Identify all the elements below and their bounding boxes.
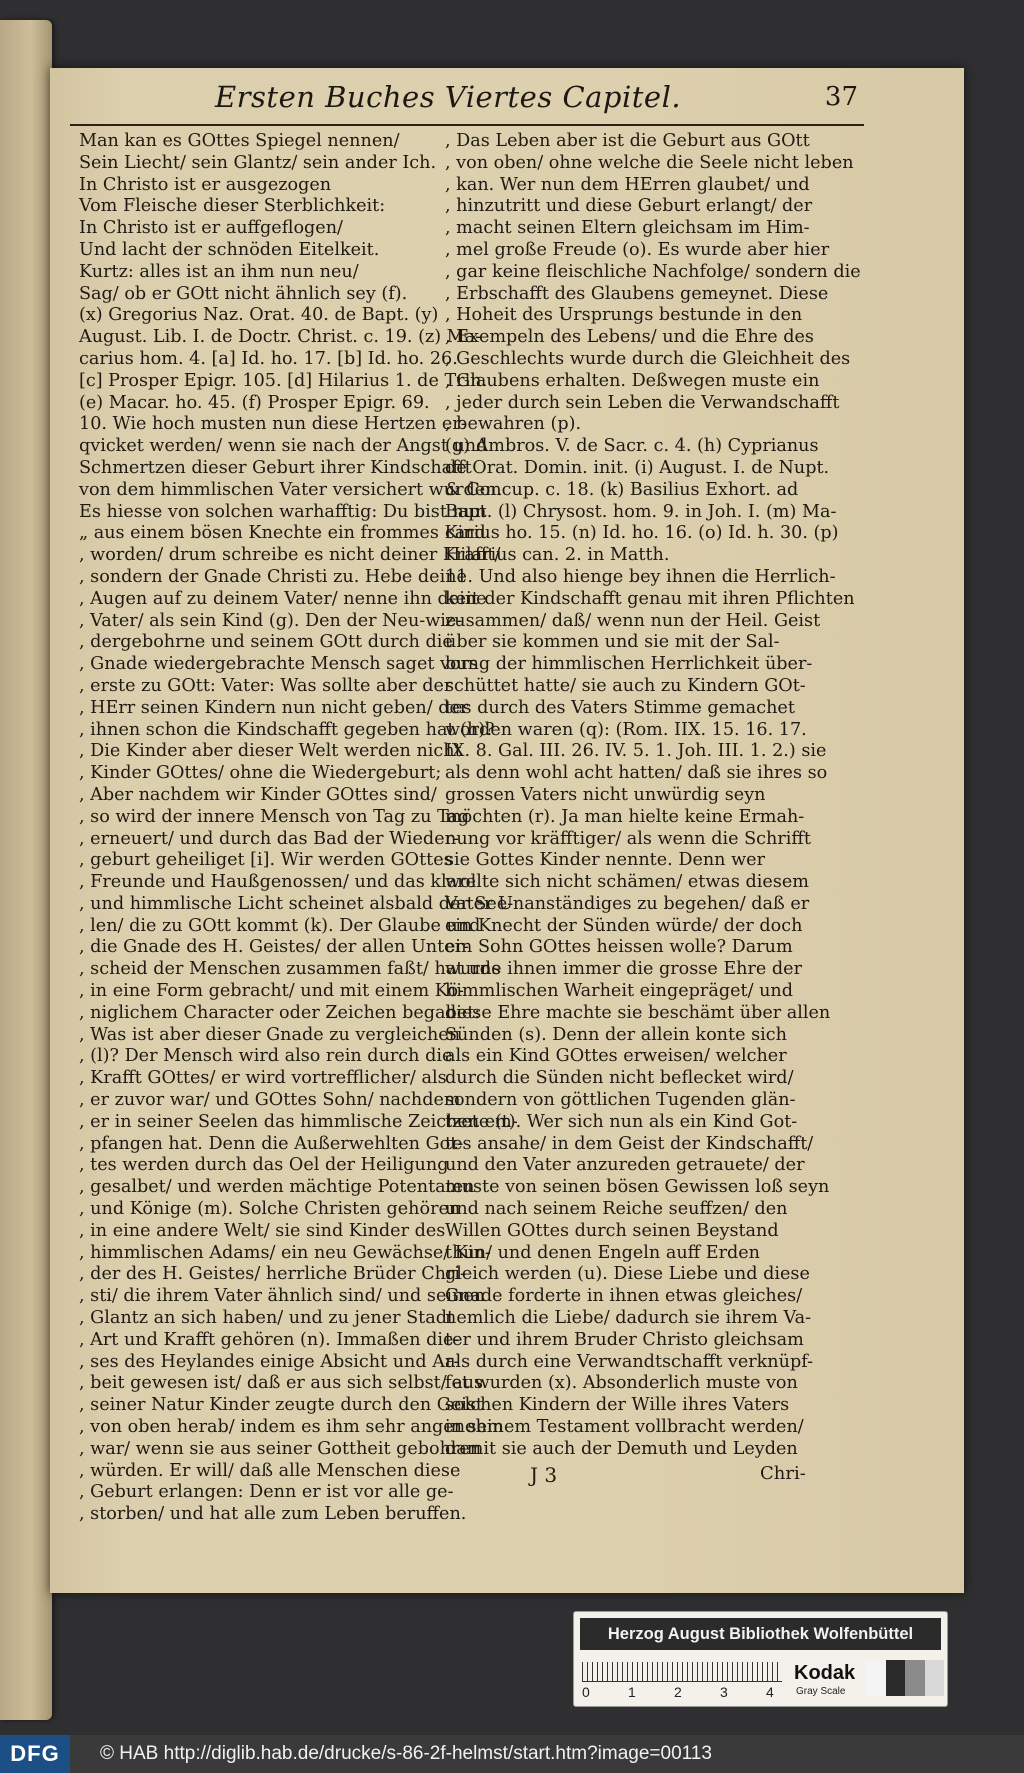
text-line: , Hoheit des Ursprungs bestunde in den — [445, 305, 803, 326]
text-line: gleich werden (u). Diese Liebe und diese — [445, 1264, 810, 1285]
gray-swatch — [866, 1660, 886, 1696]
text-line: zusammen/ daß/ wenn nun der Heil. Geist — [445, 610, 821, 631]
text-line: bung der himmlischen Herrlichkeit über- — [445, 654, 813, 675]
text-line: , Kinder GOttes/ ohne die Wiedergeburt; — [79, 763, 442, 784]
text-line: , len/ die zu GOtt kommt (k). Der Glaube und — [79, 915, 481, 936]
text-line: fet wurden (x). Absonderlich muste von — [445, 1373, 798, 1394]
text-line: , worden/ drum schreibe es nicht deiner Krafft/ — [79, 545, 501, 566]
page-number: 37 — [824, 82, 858, 112]
ruler-tick-label: 2 — [674, 1684, 682, 1700]
text-line: , er zuvor war/ und GOttes Sohn/ nachdem — [79, 1090, 461, 1111]
viewer-footer — [0, 1735, 1024, 1773]
text-line: , jeder durch sein Leben die Verwandschafft — [445, 392, 840, 413]
text-line: , er in seiner Seelen das himmlische Zeichen em- — [79, 1111, 518, 1132]
header-rule — [70, 124, 864, 126]
text-line: , Augen auf zu deinem Vater/ nenne ihn deine — [79, 588, 487, 609]
text-line: , mel große Freude (o). Es wurde aber hier — [445, 239, 830, 260]
text-line: (g) Ambros. V. de Sacr. c. 4. (h) Cyprianus — [445, 436, 819, 457]
text-line: , Art und Krafft gehören (n). Immaßen die- — [79, 1329, 460, 1350]
text-line: ter und ihrem Bruder Christo gleichsam — [445, 1329, 804, 1350]
text-line: wurde ihnen immer die grosse Ehre der — [445, 959, 802, 980]
text-line: wollte sich nicht schämen/ etwas diesem — [445, 872, 809, 893]
text-line: tzete (t). Wer sich nun als ein Kind Got- — [445, 1111, 798, 1132]
text-line: , in eine andere Welt/ sie sind Kinder des — [79, 1220, 446, 1241]
text-line: Gnade forderte in ihnen etwas gleiches/ — [445, 1286, 803, 1307]
text-line: sie Gottes Kinder nennte. Denn wer — [445, 850, 765, 871]
text-line: über sie kommen und sie mit der Sal- — [445, 632, 780, 653]
text-line: 10. Wie hoch musten nun diese Hertzen er- — [79, 414, 467, 435]
text-line: & Concup. c. 18. (k) Basilius Exhort. ad — [445, 479, 799, 500]
dfg-logo: DFG — [0, 1735, 70, 1773]
left-page-edge — [0, 20, 52, 1720]
text-line: Man kan es GOttes Spiegel nennen/ — [79, 131, 400, 151]
text-line: carius ho. 15. (n) Id. ho. 16. (o) Id. h. 30. (p) — [445, 523, 839, 544]
text-line: (e) Macar. ho. 45. (f) Prosper Epigr. 69. — [79, 392, 430, 413]
text-line: , Freunde und Haußgenossen/ und das klare — [79, 872, 476, 893]
text-line: Schmertzen dieser Geburt ihrer Kindschafft — [79, 457, 472, 478]
text-line: worden waren (q): (Rom. IIX. 15. 16. 17. — [445, 719, 807, 740]
text-line: , Das Leben aber ist die Geburt aus GOtt — [445, 131, 810, 151]
page-header — [70, 80, 864, 120]
text-line: tes ansahe/ in dem Geist der Kindschafft/ — [445, 1133, 814, 1154]
text-line: solchen Kindern der Wille ihres Vaters — [445, 1395, 790, 1416]
text-line: „ aus einem bösen Knechte ein frommes Kind — [79, 523, 486, 544]
text-line: , erste zu GOtt: Vater: Was sollte aber der — [79, 675, 453, 696]
text-line: als denn wohl acht hatten/ daß sie ihres so — [445, 763, 828, 784]
text-line: , scheid der Menschen zusammen faßt/ hat uns — [79, 959, 501, 980]
text-line: , der des H. Geistes/ herrliche Brüder Chri- — [79, 1264, 466, 1285]
text-line: , seiner Natur Kinder zeugte durch den Geist — [79, 1395, 483, 1416]
ruler-tick-label: 0 — [582, 1684, 590, 1700]
text-line: , und himmlische Licht scheinet alsbald der See- — [79, 893, 514, 914]
text-line: , sti/ die ihrem Vater ähnlich sind/ und seinen — [79, 1286, 486, 1307]
text-line: möchten (r). Ja man hielte keine Ermah- — [445, 806, 805, 827]
ruler-tick-label: 1 — [628, 1684, 636, 1700]
text-line: , Exempeln des Lebens/ und die Ehre des — [445, 327, 814, 348]
ruler-tick-label: 4 — [766, 1684, 774, 1700]
text-line: , in eine Form gebracht/ und mit einem Kö- — [79, 981, 465, 1002]
text-line: , himmlischen Adams/ ein neu Gewächse/ Kin- — [79, 1242, 491, 1263]
gray-swatch — [886, 1660, 906, 1696]
text-line: , Gnade wiedergebrachte Mensch saget vors — [79, 654, 478, 675]
text-line: Vom Fleische dieser Sterblichkeit: — [79, 196, 386, 217]
text-line: sondern von göttlichen Tugenden glän- — [445, 1090, 796, 1111]
text-line: , war/ wenn sie aus seiner Gottheit gebohren — [79, 1438, 482, 1459]
text-line: und den Vater anzureden getrauete/ der — [445, 1155, 805, 1176]
text-line: , Glaubens erhalten. Deßwegen muste ein — [445, 370, 820, 391]
text-line: Und lacht der schnöden Eitelkeit. — [79, 239, 380, 260]
text-line: , von oben herab/ indem es ihm sehr angenehm — [79, 1417, 504, 1438]
text-line: , gesalbet/ und werden mächtige Potentaten — [79, 1177, 475, 1198]
text-line: , niglichem Character oder Zeichen begabet: — [79, 1002, 481, 1023]
running-head: Ersten Buches Viertes Capitel. — [215, 80, 682, 114]
text-line: , HErr seinen Kindern nun nicht geben/ der — [79, 697, 469, 718]
catchword: Chri- — [760, 1463, 806, 1484]
text-line: , und Könige (m). Solche Christen gehören — [79, 1199, 461, 1220]
text-line: 11. Und also hienge bey ihnen die Herrlich- — [445, 566, 836, 587]
text-line: und nach seinem Reiche seuffzen/ den — [445, 1199, 788, 1220]
text-line: , von oben/ ohne welche die Seele nicht leben — [445, 152, 854, 173]
text-line: [c] Prosper Epigr. 105. [d] Hilarius 1. de Trin. — [79, 370, 488, 391]
gray-swatches — [866, 1660, 944, 1696]
text-line: , die Gnade des H. Geistes/ der allen Unter- — [79, 937, 469, 958]
text-line: , macht seinen Eltern gleichsam im Him- — [445, 218, 810, 239]
text-line: , storben/ und hat alle zum Leben beruffen. — [79, 1504, 467, 1525]
text-line: August. Lib. I. de Doctr. Christ. c. 19. (z) Ma- — [79, 327, 482, 348]
text-line: , kan. Wer nun dem HErren glaubet/ und — [445, 174, 810, 195]
text-line: Willen GOttes durch seinen Beystand — [445, 1220, 779, 1241]
text-line: damit sie auch der Demuth und Leyden — [445, 1438, 798, 1459]
text-line: nung vor kräfftiger/ als wenn die Schrifft — [445, 828, 811, 849]
text-line: , Aber nachdem wir Kinder GOttes sind/ — [79, 784, 437, 805]
text-line: , erneuert/ und durch das Bad der Wieder- — [79, 828, 459, 849]
text-line: , pfangen hat. Denn die Außerwehlten Got- — [79, 1133, 464, 1154]
text-line: Kurtz: alles ist an ihm nun neu/ — [79, 261, 359, 282]
text-line: thun/ und denen Engeln auff Erden — [445, 1242, 761, 1263]
text-line: Sag/ ob er GOtt nicht ähnlich sey (f). — [79, 283, 408, 304]
text-line: , geburt geheiliget [i]. Wir werden GOttes — [79, 850, 453, 871]
text-line: nemlich die Liebe/ dadurch sie ihrem Va- — [445, 1308, 812, 1329]
text-line: (x) Gregorius Naz. Orat. 40. de Bapt. (y) — [79, 305, 439, 326]
text-line: , sondern der Gnade Christi zu. Hebe deine — [79, 566, 467, 587]
text-line: keit der Kindschafft genau mit ihren Pflichten — [445, 588, 855, 609]
text-line: als durch eine Verwandtschafft verknüpf- — [445, 1351, 814, 1372]
right-text-column — [445, 131, 865, 1461]
text-line: , beit gewesen ist/ daß er aus sich selbst/ aus — [79, 1373, 484, 1394]
text-line: , Krafft GOttes/ er wird vortrefflicher/ als — [79, 1068, 447, 1089]
scale-ruler — [582, 1662, 782, 1682]
text-line: , Glantz an sich haben/ und zu jener Stadt — [79, 1308, 455, 1329]
text-line: Hilarius can. 2. in Matth. — [445, 545, 670, 566]
text-line: , tes werden durch das Oel der Heiligung — [79, 1155, 449, 1176]
kodak-logo: Kodak — [794, 1662, 856, 1684]
footer-credit[interactable]: © HAB http://diglib.hab.de/drucke/s-86-2f-helmst/start.htm?image=00113 — [100, 1743, 712, 1764]
text-line: , Die Kinder aber dieser Welt werden nicht — [79, 741, 462, 762]
text-line: muste von seinen bösen Gewissen loß seyn — [445, 1177, 830, 1198]
color-calibration-target — [573, 1611, 948, 1707]
text-line: , würden. Er will/ daß alle Menschen diese — [79, 1460, 461, 1481]
text-line: in seinem Testament vollbracht werden/ — [445, 1417, 804, 1438]
text-line: IX. 8. Gal. III. 26. IV. 5. 1. Joh. III. 1. 2.) sie — [445, 741, 827, 762]
text-line: grossen Vaters nicht unwürdig seyn — [445, 784, 766, 805]
text-line: ein Knecht der Sünden würde/ der doch — [445, 915, 803, 936]
text-line: qvicket werden/ wenn sie nach der Angst und — [79, 436, 488, 457]
signature-mark: J 3 — [530, 1463, 558, 1487]
text-line: , bewahren (p). — [445, 414, 582, 435]
text-line: carius hom. 4. [a] Id. ho. 17. [b] Id. ho. 26. — [79, 348, 458, 369]
gray-swatch — [925, 1660, 945, 1696]
text-line: von dem himmlischen Vater versichert wurden. — [79, 479, 503, 500]
text-line: In Christo ist er auffgeflogen/ — [79, 218, 343, 239]
text-line: himmlischen Warheit eingepräget/ und — [445, 981, 794, 1002]
text-line: , Geschlechts wurde durch die Gleichheit des — [445, 348, 851, 369]
text-line: , Geburt erlangen: Denn er ist vor alle ge- — [79, 1482, 454, 1503]
gray-swatch — [905, 1660, 925, 1696]
text-line: , Vater/ als sein Kind (g). Den der Neu-wie- — [79, 610, 463, 631]
text-line: diese Ehre machte sie beschämt über allen — [445, 1002, 831, 1023]
library-label: Herzog August Bibliothek Wolfenbüttel — [580, 1618, 941, 1650]
gray-scale-label: Gray Scale — [796, 1686, 846, 1697]
text-line: als ein Kind GOttes erweisen/ welcher — [445, 1046, 787, 1067]
text-line: , ihnen schon die Kindschafft gegeben hat (h)? — [79, 719, 495, 740]
text-line: Es hiesse von solchen warhafftig: Du bist nun — [79, 501, 487, 522]
text-line: Bapt. (l) Chrysost. hom. 9. in Joh. I. (m) Ma- — [445, 501, 837, 522]
text-line: , Erbschafft des Glaubens gemeynet. Diese — [445, 283, 829, 304]
text-line: , gar keine fleischliche Nachfolge/ sondern die — [445, 261, 861, 282]
text-line: Sein Liecht/ sein Glantz/ sein ander Ich. — [79, 152, 437, 173]
ruler-tick-label: 3 — [720, 1684, 728, 1700]
text-line: , ses des Heylandes einige Absicht und Ar- — [79, 1351, 460, 1372]
text-line: In Christo ist er ausgezogen — [79, 174, 332, 195]
text-line: , hinzutritt und diese Geburt erlangt/ der — [445, 196, 813, 217]
text-line: Vater Unanständiges zu begehen/ daß er — [445, 893, 810, 914]
text-line: tes durch des Vaters Stimme gemachet — [445, 697, 795, 718]
text-line: , Was ist aber dieser Gnade zu vergleichen — [79, 1024, 461, 1045]
text-line: , (l)? Der Mensch wird also rein durch die — [79, 1046, 453, 1067]
text-line: de Orat. Domin. init. (i) August. I. de Nupt. — [445, 457, 830, 478]
text-line: Sünden (s). Denn der allein konte sich — [445, 1024, 787, 1045]
text-line: schüttet hatte/ sie auch zu Kindern GOt- — [445, 675, 806, 696]
text-line: durch die Sünden nicht beflecket wird/ — [445, 1068, 794, 1089]
text-line: , dergebohrne und seinem GOtt durch die — [79, 632, 453, 653]
text-line: , so wird der innere Mensch von Tag zu Tag — [79, 806, 470, 827]
text-line: ein Sohn GOttes heissen wolle? Darum — [445, 937, 793, 958]
